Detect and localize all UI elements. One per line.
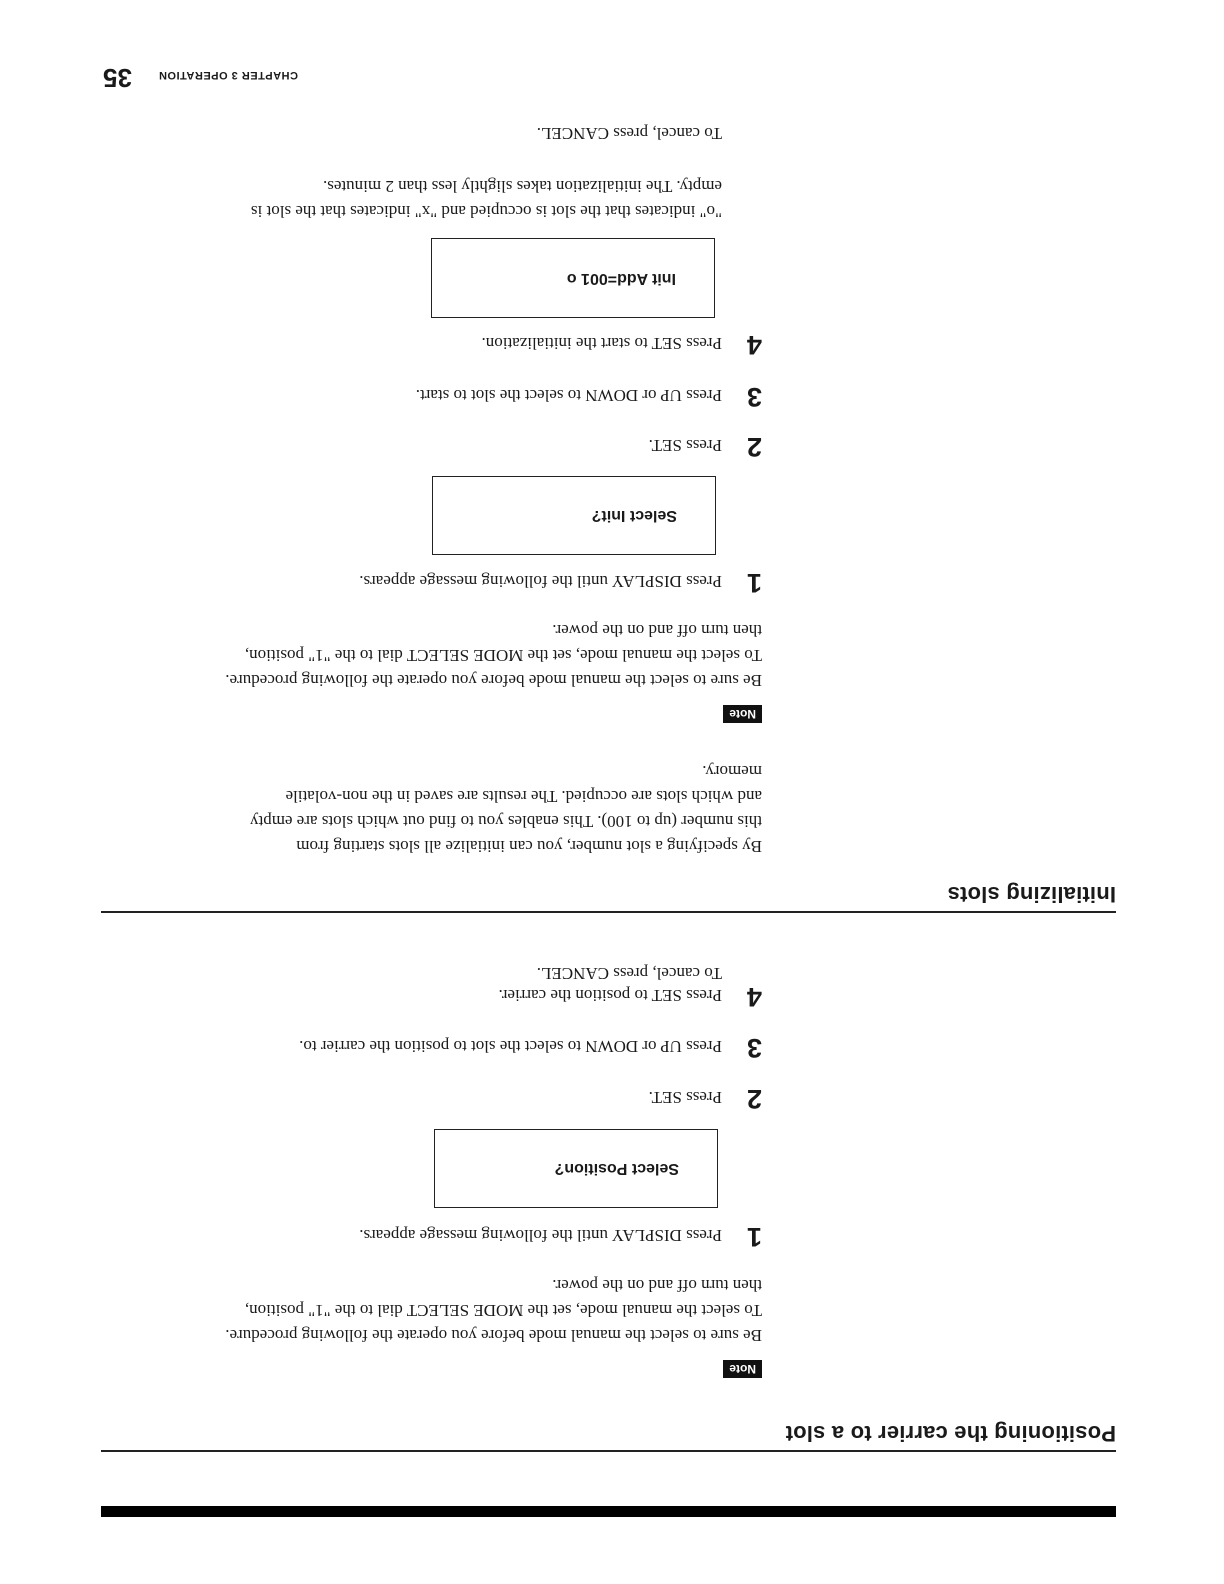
note-badge: Note [723, 1360, 762, 1378]
intro-text [62, 759, 762, 859]
section-rule [101, 1451, 1116, 1453]
note-line: then turn off and on the power. [552, 1276, 762, 1295]
lcd-display-select-init [432, 476, 716, 555]
step-text: Press SET. [648, 1088, 722, 1107]
step-number: 2 [746, 432, 762, 462]
step-text: Press DISPLAY until the following message appears. [359, 1226, 722, 1245]
note-text [62, 618, 762, 693]
result-line: empty. The initialization takes slightly less than 2 minutes. [323, 177, 722, 196]
cancel-text: To cancel, press CANCEL. [536, 964, 722, 983]
note-line: To select the manual mode, set the MODE SELECT dial to the "1" position, [244, 1301, 762, 1320]
result-line: "o" indicates that the slot is occupied and "x" indicates that the slot is [250, 202, 722, 221]
step-text: Press SET. [648, 436, 722, 455]
step-number: 3 [746, 1033, 762, 1063]
lcd-message: Select Init? [591, 507, 677, 525]
note-line: then turn off and on the power. [552, 621, 762, 640]
cancel-text: To cancel, press CANCEL. [536, 124, 722, 143]
note-line: To select the manual mode, set the MODE SELECT dial to the "1" position, [244, 646, 762, 665]
lcd-message: Init Add=001 o [566, 270, 676, 287]
intro-line: this number (up to 100). This enables you to find out which slots are empty [250, 812, 762, 831]
section-heading-initializing: Initializing slots [947, 882, 1116, 907]
chapter-label: CHAPTER 3 OPERATION [158, 69, 298, 81]
note-line: Be sure to select the manual mode before you operate the following procedure. [225, 1326, 762, 1345]
step-text: Press DISPLAY until the following message appears. [359, 572, 722, 591]
step-text: Press UP or DOWN to select the slot to start. [415, 386, 722, 405]
note-text [62, 1273, 762, 1348]
intro-line: By specifying a slot number, you can initialize all slots starting from [296, 837, 762, 856]
step-text: Press SET to position the carrier. [498, 986, 722, 1005]
lcd-display-select-position [434, 1129, 718, 1208]
top-rule-bar [101, 1506, 1116, 1517]
section-heading-positioning: Positioning the carrier to a slot [785, 1421, 1116, 1446]
intro-line: and which slots are occupied. The results are saved in the non-volatile [285, 787, 762, 806]
section-rule [101, 912, 1116, 914]
step-text: Press UP or DOWN to select the slot to position the carrier to. [299, 1037, 722, 1056]
note-badge: Note [723, 705, 762, 723]
step-number: 2 [746, 1084, 762, 1114]
step-number: 3 [746, 382, 762, 412]
step-number: 1 [746, 1222, 762, 1252]
result-text [82, 174, 722, 224]
page-number: 35 [103, 63, 132, 93]
intro-line: memory. [702, 762, 762, 781]
lcd-message: Select Position? [554, 1160, 679, 1178]
step-text: Press SET to start the initialization. [481, 334, 722, 353]
step-number: 1 [746, 568, 762, 598]
step-number: 4 [746, 982, 762, 1012]
step-number: 4 [746, 330, 762, 360]
lcd-display-init-add [431, 238, 715, 318]
note-line: Be sure to select the manual mode before you operate the following procedure. [225, 671, 762, 690]
